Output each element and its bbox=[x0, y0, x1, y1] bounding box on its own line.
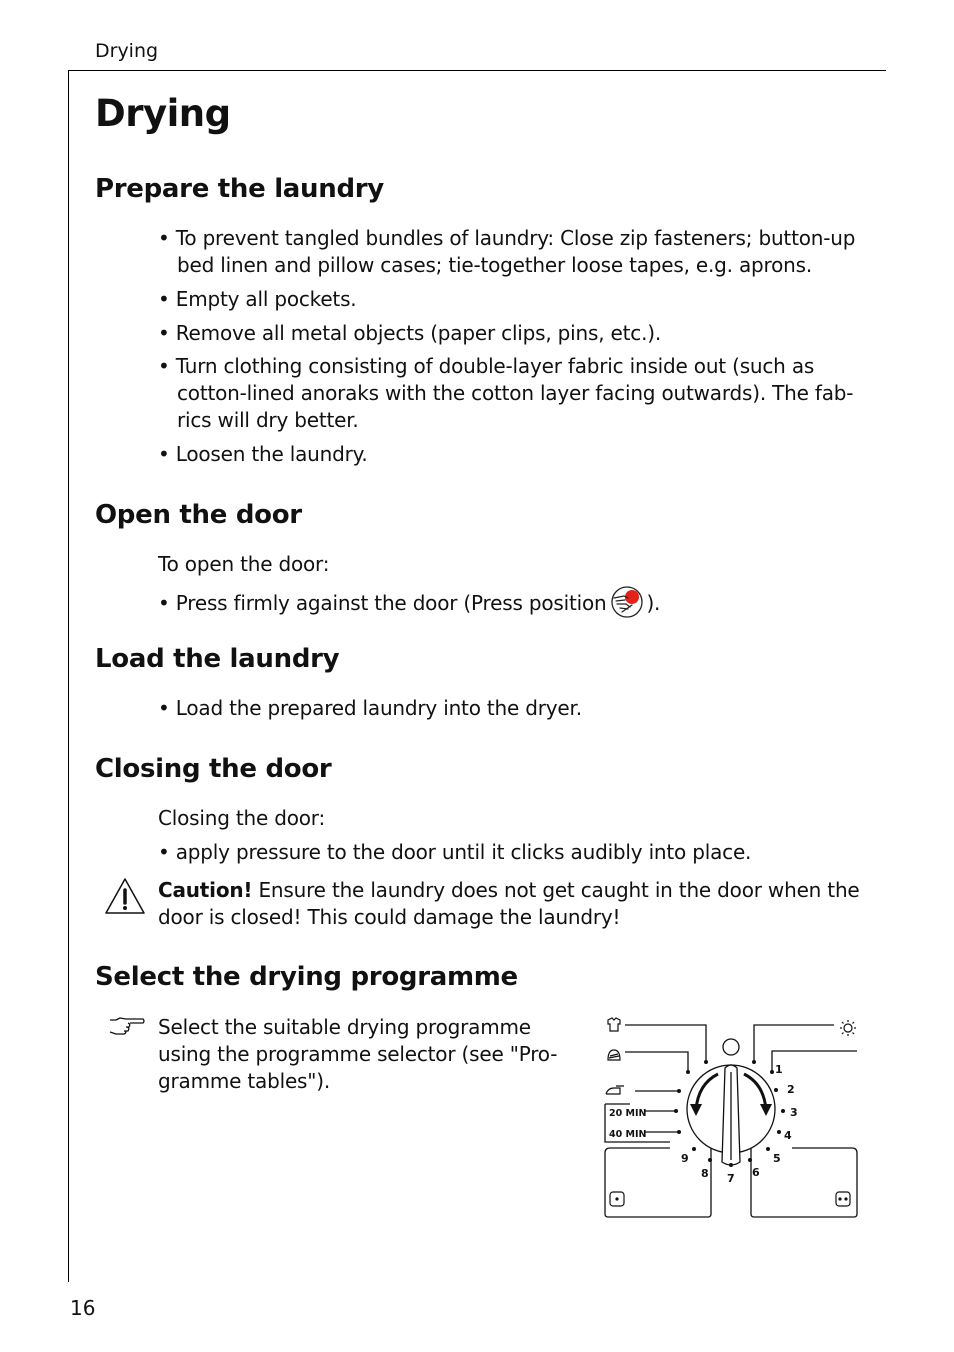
caution-text: Ensure the laundry does not get caught in the door when the door is closed! This could damage the laundry! bbox=[158, 878, 860, 929]
label-8: 8 bbox=[701, 1167, 709, 1180]
list-item: • apply pressure to the door until it clicks audibly into place. bbox=[158, 840, 752, 864]
press-position-icon bbox=[610, 585, 644, 619]
heading-load-laundry: Load the laundry bbox=[95, 644, 340, 674]
label-2: 2 bbox=[787, 1083, 795, 1096]
label-6: 6 bbox=[752, 1166, 760, 1179]
list-item: • Load the prepared laundry into the dryer. bbox=[158, 696, 582, 720]
programme-selector-diagram bbox=[600, 1012, 862, 1218]
list-item: • Turn clothing consisting of double-layer fabric inside out (such as cotton-lined anoraks with the cotton layer facing outwards). The fab-rics will dry better. bbox=[158, 354, 854, 432]
open-door-bullet-end: ). bbox=[646, 591, 661, 615]
heading-open-door: Open the door bbox=[95, 500, 302, 530]
header-rule bbox=[68, 70, 886, 71]
label-1: 1 bbox=[775, 1063, 783, 1076]
label-5: 5 bbox=[773, 1152, 781, 1165]
list-item: • Remove all metal objects (paper clips, pins, etc.). bbox=[158, 321, 662, 345]
margin-rule bbox=[68, 70, 69, 1282]
label-7: 7 bbox=[727, 1172, 735, 1185]
list-item: • To prevent tangled bundles of laundry: Close zip fasteners; button-up bed linen and pillow cases; tie-together loose tapes, e.g. aprons. bbox=[158, 226, 856, 277]
caution-note bbox=[158, 877, 863, 931]
warning-triangle-icon bbox=[103, 876, 147, 916]
page-title: Drying bbox=[95, 92, 231, 135]
closing-intro: Closing the door: bbox=[158, 806, 326, 830]
wool-icon bbox=[608, 1050, 620, 1060]
open-door-bullet-text: • Press firmly against the door (Press position bbox=[158, 591, 607, 615]
programme-instruction: Select the suitable drying programme using the programme selector (see "Pro-gramme tables"). bbox=[158, 1015, 558, 1093]
iron-icon bbox=[606, 1086, 624, 1094]
sun-icon bbox=[844, 1024, 852, 1032]
list-item: • Loosen the laundry. bbox=[158, 442, 368, 466]
heading-closing-door: Closing the door bbox=[95, 754, 332, 784]
running-header: Drying bbox=[95, 40, 159, 62]
label-20-min: 20 MIN bbox=[609, 1108, 647, 1119]
high-temp-icon bbox=[836, 1192, 850, 1206]
pointing-hand-icon bbox=[108, 1016, 146, 1036]
label-9: 9 bbox=[681, 1152, 689, 1165]
shirt-icon bbox=[608, 1018, 620, 1031]
list-item: • Empty all pockets. bbox=[158, 287, 357, 311]
heading-select-programme: Select the drying programme bbox=[95, 962, 518, 992]
caution-label: Caution! bbox=[158, 878, 253, 902]
page-number: 16 bbox=[70, 1296, 96, 1320]
list-item bbox=[158, 585, 882, 619]
label-40-min: 40 MIN bbox=[609, 1129, 647, 1140]
label-4: 4 bbox=[784, 1129, 792, 1142]
label-3: 3 bbox=[790, 1106, 798, 1119]
open-door-intro: To open the door: bbox=[158, 552, 330, 576]
heading-prepare-laundry: Prepare the laundry bbox=[95, 174, 384, 204]
